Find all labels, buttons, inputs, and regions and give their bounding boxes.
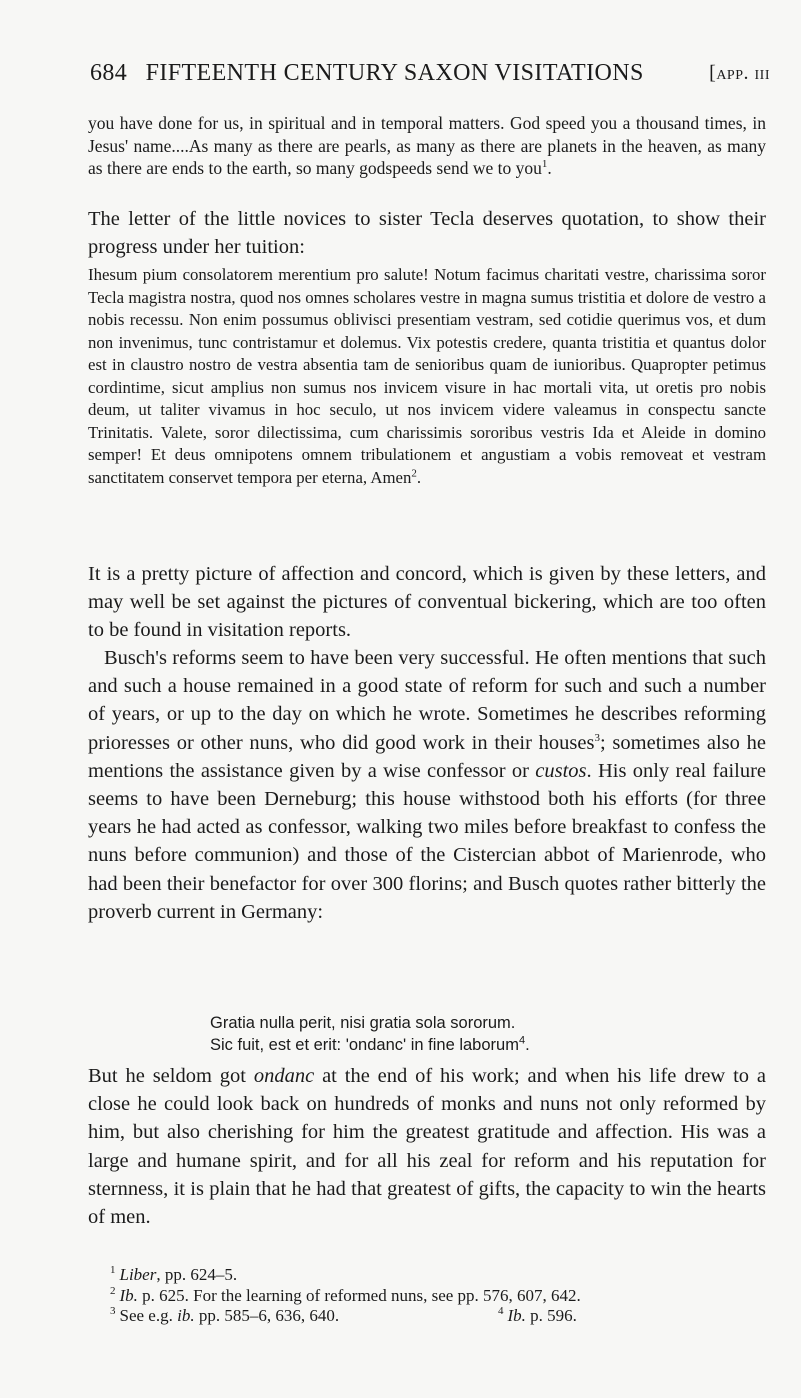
footnote-2 [110,1286,766,1307]
verse-line: Gratia nulla perit, nisi gratia sola sororum. [210,1014,516,1032]
footnote-text: See e.g. [119,1306,178,1325]
italic-term: ondanc [253,1065,315,1087]
footnote-ref: 2 [411,466,417,479]
paragraph-text: The letter of the little novices to sister Tecla deserves quotation, to show their progress under her tuition: [88,208,766,259]
paragraph-text: at the end of his work; and when his life drew to a close he could look back on hundreds of monks and nuns not only reformed by him, but also cherishing for him the greatest gratitude and affection. His was a large and humane spirit, and for all his zeal for reform and his reputation for sternness, it is plain that he had that greatest of gifts, the capacity to win the hearts of men. [88,1065,767,1229]
footnote-italic: ib. [177,1306,195,1325]
footnote-text: p. 625. For the learning of reformed nuns, see pp. 576, 607, 642. [137,1285,581,1305]
paragraph-letter-continuation [88,112,766,180]
paragraph-text: ; sometimes also he mentions the assistance given by a wise confessor or [88,731,766,782]
footnote-3-4-line [110,1306,766,1327]
footnotes [110,1265,766,1327]
footnote-text: , pp. 624–5. [156,1265,238,1284]
verse-end: . [525,1036,530,1054]
latin-letter-quotation [88,264,766,489]
paragraph-affection [88,560,766,645]
footnote-italic: Liber [119,1265,157,1284]
footnote-mark: 3 [110,1305,116,1318]
page-number: 684 [90,60,128,86]
footnote-ref: 3 [594,731,600,744]
footnote-mark: 2 [110,1284,116,1297]
paragraph-text: But he seldom got [88,1065,254,1087]
paragraph-ondanc [88,1062,766,1231]
footnote-4 [498,1306,577,1327]
paragraph-busch-reforms [88,644,766,926]
quotation-text: Ihesum pium consolatorem merentium pro salute! Notum facimus charitati vestre, charissima soror Tecla magistra nostra, quod nos omnes scholares vestre in magna sumus tristitia et dolore de vestro a nobis recessu. Non enim possumus oblivisci presentiam vestram, sed cotidie querimus vos, et dum non invenimus, tunc contristamur et dolemus. Vix potestis credere, quanta tristitia et quantus dolor est in claustro nostro de vestra absentia tam de senioribus quam de iunioribus. Quapropter petimus cordintime, sicut amplius non sumus nos invicem visure in hac mortali vita, ut oretis pro nobis deum, ut taliter vivamus in hoc seculo, ut nos invicem videre valeamus in conspectu sancte Trinitatis. Valete, soror dilectissima, cum charissimis sororibus vestris Ida et Aleide in domino semper! Et deus omnipotens omnem tribulationem et angustiam a vobis removeat et vestram sanctitatem conservet tempora per eterna, Amen [88,265,766,487]
footnote-ref: 4 [518,1034,526,1047]
italic-term: custos [535,759,587,782]
footnote-italic: Ib. [119,1285,138,1305]
running-title: FIFTEENTH CENTURY SAXON VISITATIONS [145,60,644,86]
quotation-end: . [416,467,422,487]
footnote-text: p. 596. [525,1306,577,1325]
paragraph-text: Busch's reforms seem to have been very successful. He often mentions that such and such a house remained in a good state of reform for such and such a number of years, or up to the day on which he wrote. Sometimes he describes reforming prioresses or other nuns, who did good work in their houses [88,647,766,754]
paragraph-novices-intro [88,205,766,261]
footnote-mark: 4 [498,1305,504,1318]
paragraph-end: . [547,158,552,179]
footnote-ref: 1 [541,158,548,171]
footnote-text: pp. 585–6, 636, 640. [194,1306,340,1325]
footnote-mark: 1 [110,1264,116,1277]
paragraph-text: It is a pretty picture of affection and concord, which is given by these letters, and may well be set against the pictures of conventual bickering, which are too often to be found in visitation reports. [88,563,766,642]
footnote-1 [110,1265,766,1286]
paragraph-text: . His only real failure seems to have been Derneburg; this house withstood both his efforts (for three years he had acted as confessor, walking two miles before breakfast to confess the nuns before communion) and those of the Cistercian abbot of Marienrode, who had been their benefactor for over 300 florins; and Busch quotes rather bitterly the proverb current in Germany: [88,759,767,923]
footnote-italic: Ib. [507,1306,526,1325]
appendix-label: [app. iii [709,62,770,84]
verse-line [210,1034,530,1056]
paragraph-text: you have done for us, in spiritual and in temporal matters. God speed you a thousand times, in Jesus' name....As many as there are pearls, as many as there are planets in the heaven, as many as there are ends to the earth, so many godspeeds send we to you [88,113,766,179]
running-header [90,60,770,87]
verse-text: Sic fuit, est et erit: 'ondanc' in fine laborum [210,1036,519,1054]
footnote-3 [110,1306,339,1325]
proverb-verse [210,1012,530,1056]
